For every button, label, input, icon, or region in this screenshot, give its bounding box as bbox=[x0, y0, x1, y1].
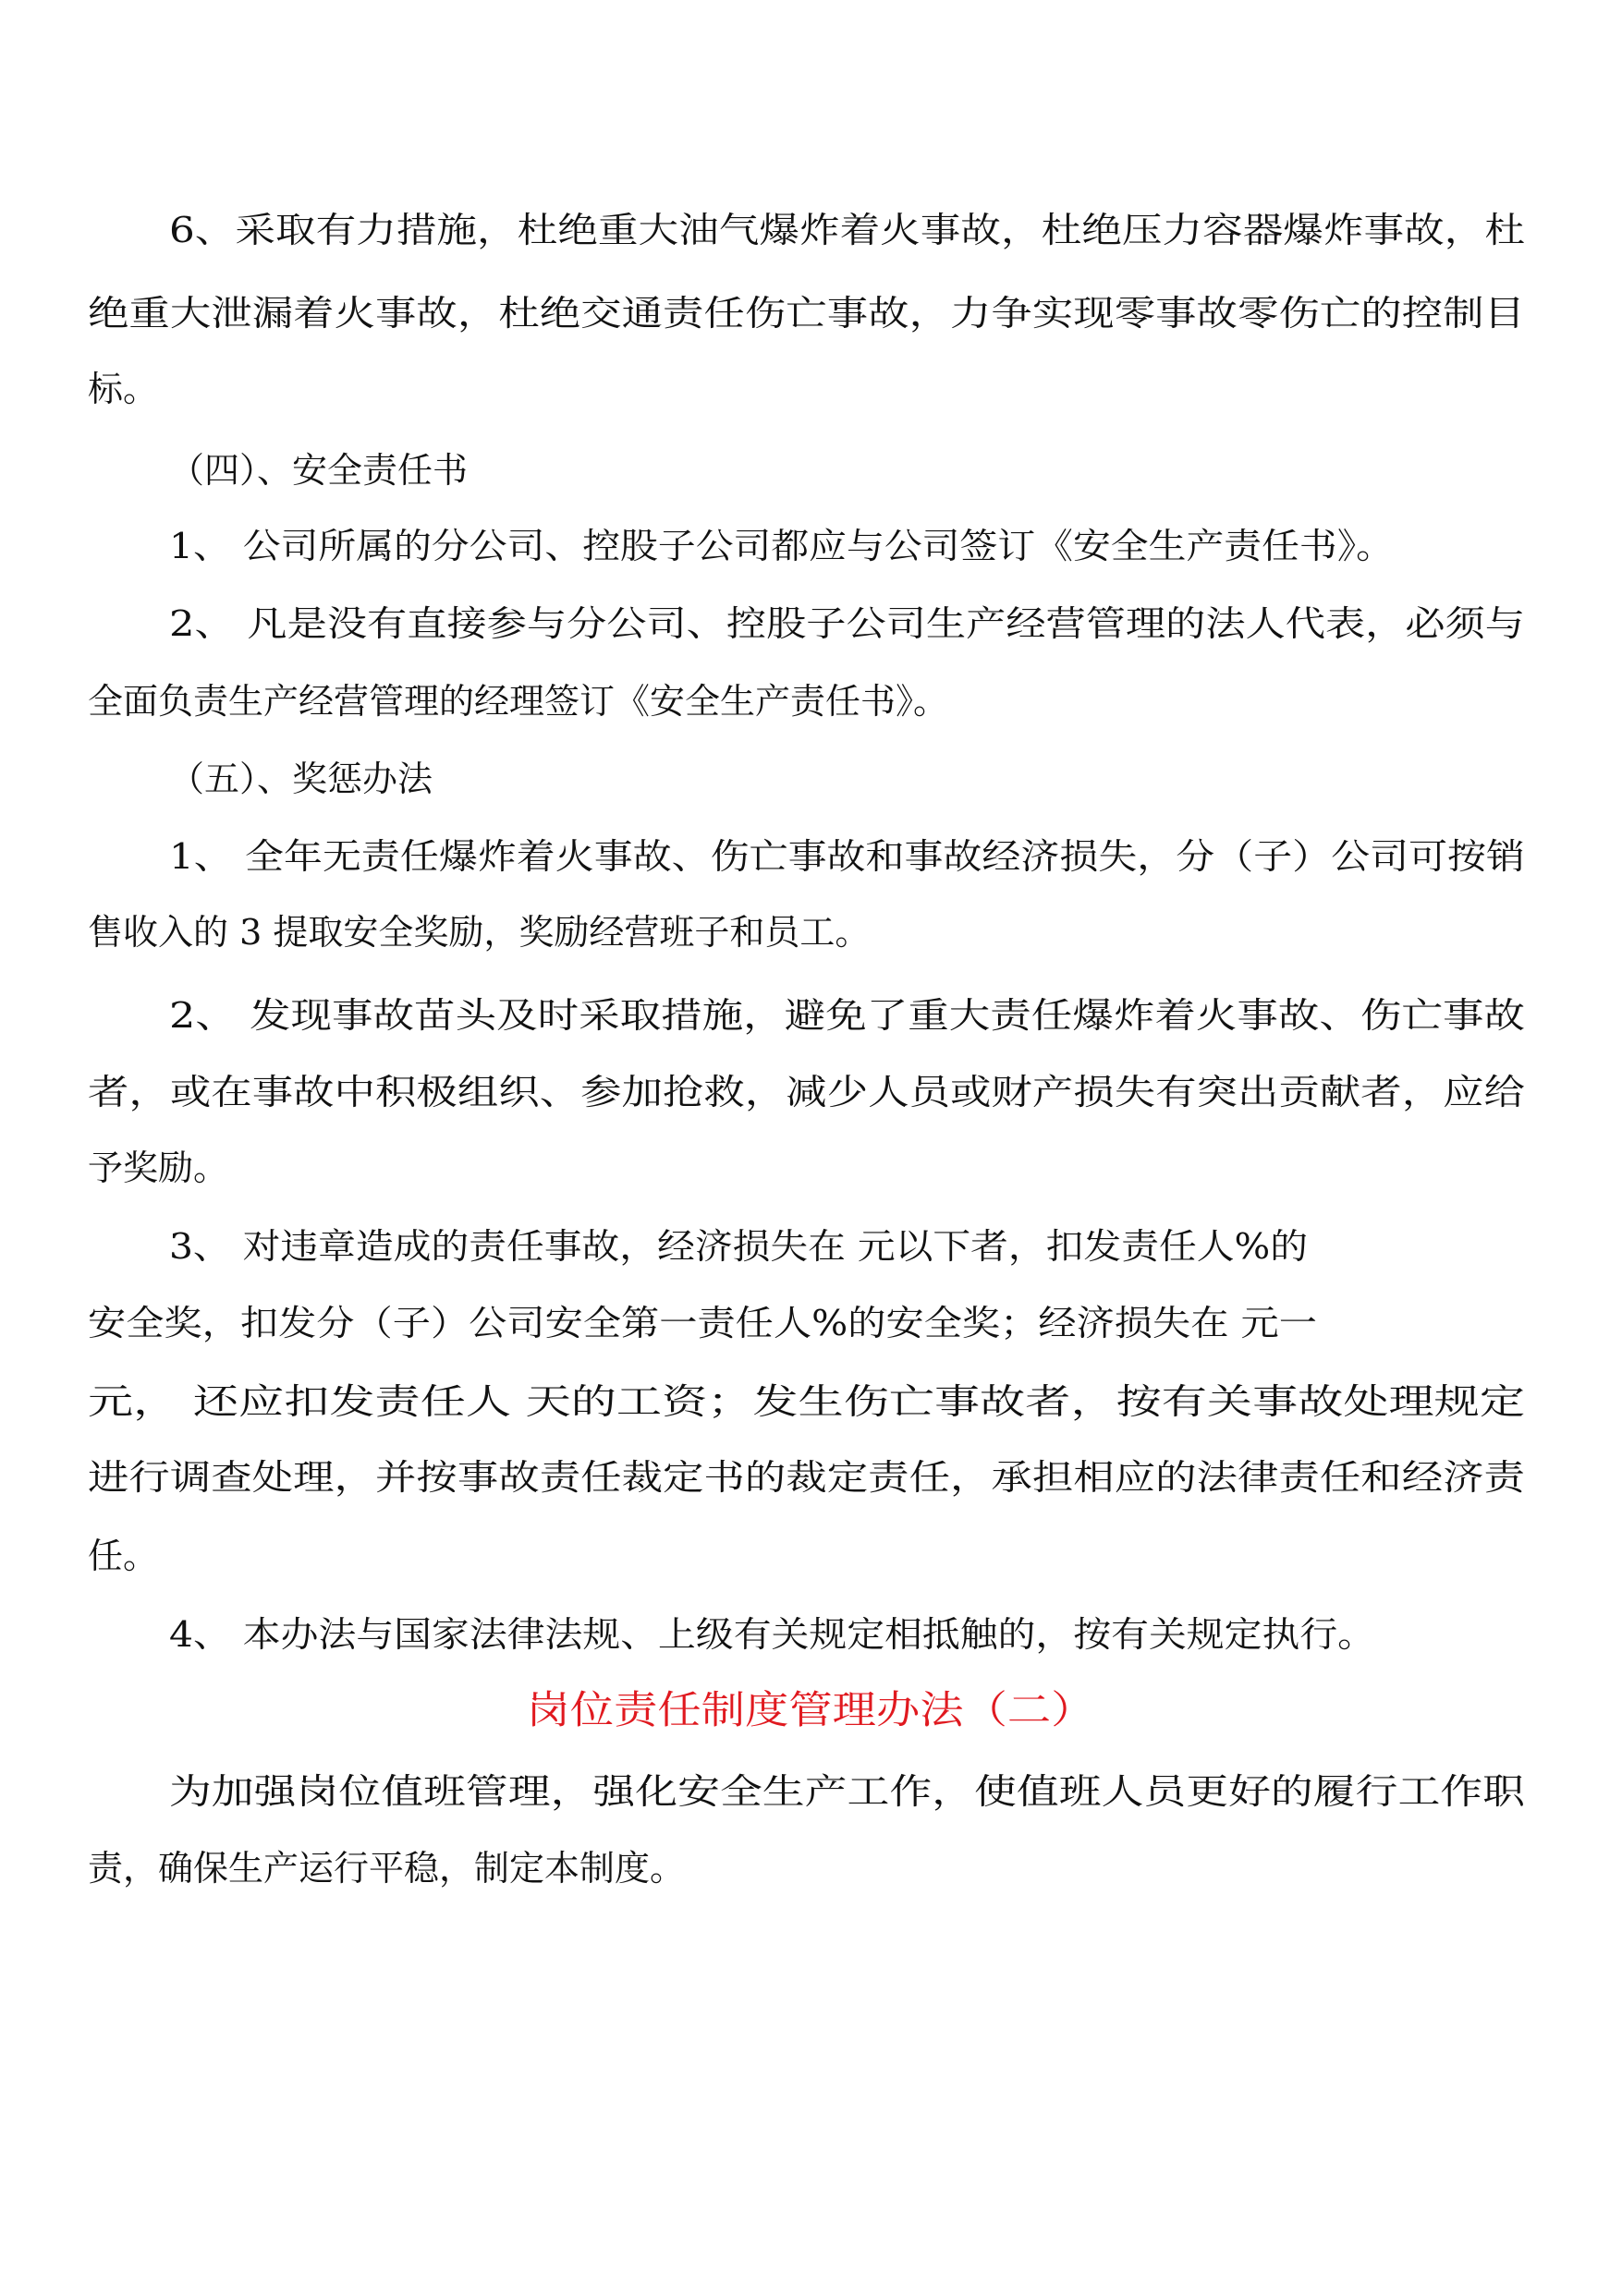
paragraph-line: 全面负责生产经营管理的经理签订《安全生产责任书》。 bbox=[88, 681, 949, 722]
paragraph-line: 责，确保生产运行平稳，制定本制度。 bbox=[88, 1848, 686, 1889]
paragraph-line: 予奖励。 bbox=[88, 1148, 229, 1188]
paragraph-line: 为加强岗位值班管理，强化安全生产工作，使值班人员更好的履行工作职 bbox=[169, 1771, 1527, 1812]
paragraph-line: 安全奖，扣发分（子）公司安全第一责任人%的安全奖；经济损失在 元一 bbox=[88, 1303, 1317, 1343]
paragraph-line: 售收入的 3 提取安全奖励，奖励经营班子和员工。 bbox=[88, 912, 871, 953]
paragraph-line: 2、 发现事故苗头及时采取措施，避免了重大责任爆炸着火事故、伤亡事故 bbox=[169, 995, 1525, 1036]
paragraph-line: 1、 全年无责任爆炸着火事故、伤亡事故和事故经济损失，分（子）公司可按销 bbox=[169, 836, 1525, 877]
paragraph-line: 3、 对违章造成的责任事故，经济损失在 元以下者，扣发责任人%的 bbox=[169, 1226, 1308, 1267]
paragraph-line: 进行调查处理，并按事故责任裁定书的裁定责任，承担相应的法律责任和经济责 bbox=[88, 1457, 1528, 1498]
section-heading: （五）、奖惩办法 bbox=[169, 759, 433, 799]
paragraph-line: 者，或在事故中积极组织、参加抢救，减少人员或财产损失有突出贡献者，应给 bbox=[88, 1072, 1525, 1112]
paragraph-line: 标。 bbox=[88, 369, 159, 409]
paragraph-line: 1、 公司所属的分公司、控股子公司都应与公司签订《安全生产责任书》。 bbox=[169, 526, 1394, 566]
paragraph-line: 绝重大泄漏着火事故，杜绝交通责任伤亡事故，力争实现零事故零伤亡的控制目 bbox=[88, 293, 1525, 334]
section-heading: （四）、安全责任书 bbox=[169, 450, 469, 491]
section-title: 岗位责任制度管理办法（二） bbox=[526, 1687, 1095, 1732]
paragraph-line: 4、 本办法与国家法律法规、上级有关规定相抵触的，按有关规定执行。 bbox=[169, 1614, 1376, 1655]
paragraph-line: 6、采取有力措施，杜绝重大油气爆炸着火事故，杜绝压力容器爆炸事故，杜 bbox=[169, 210, 1525, 250]
paragraph-line: 任。 bbox=[88, 1536, 159, 1576]
paragraph-line: 2、 凡是没有直接参与分公司、控股子公司生产经营管理的法人代表，必须与 bbox=[169, 603, 1525, 644]
paragraph-line: 元， 还应扣发责任人 天的工资；发生伤亡事故者，按有关事故处理规定 bbox=[88, 1381, 1525, 1422]
